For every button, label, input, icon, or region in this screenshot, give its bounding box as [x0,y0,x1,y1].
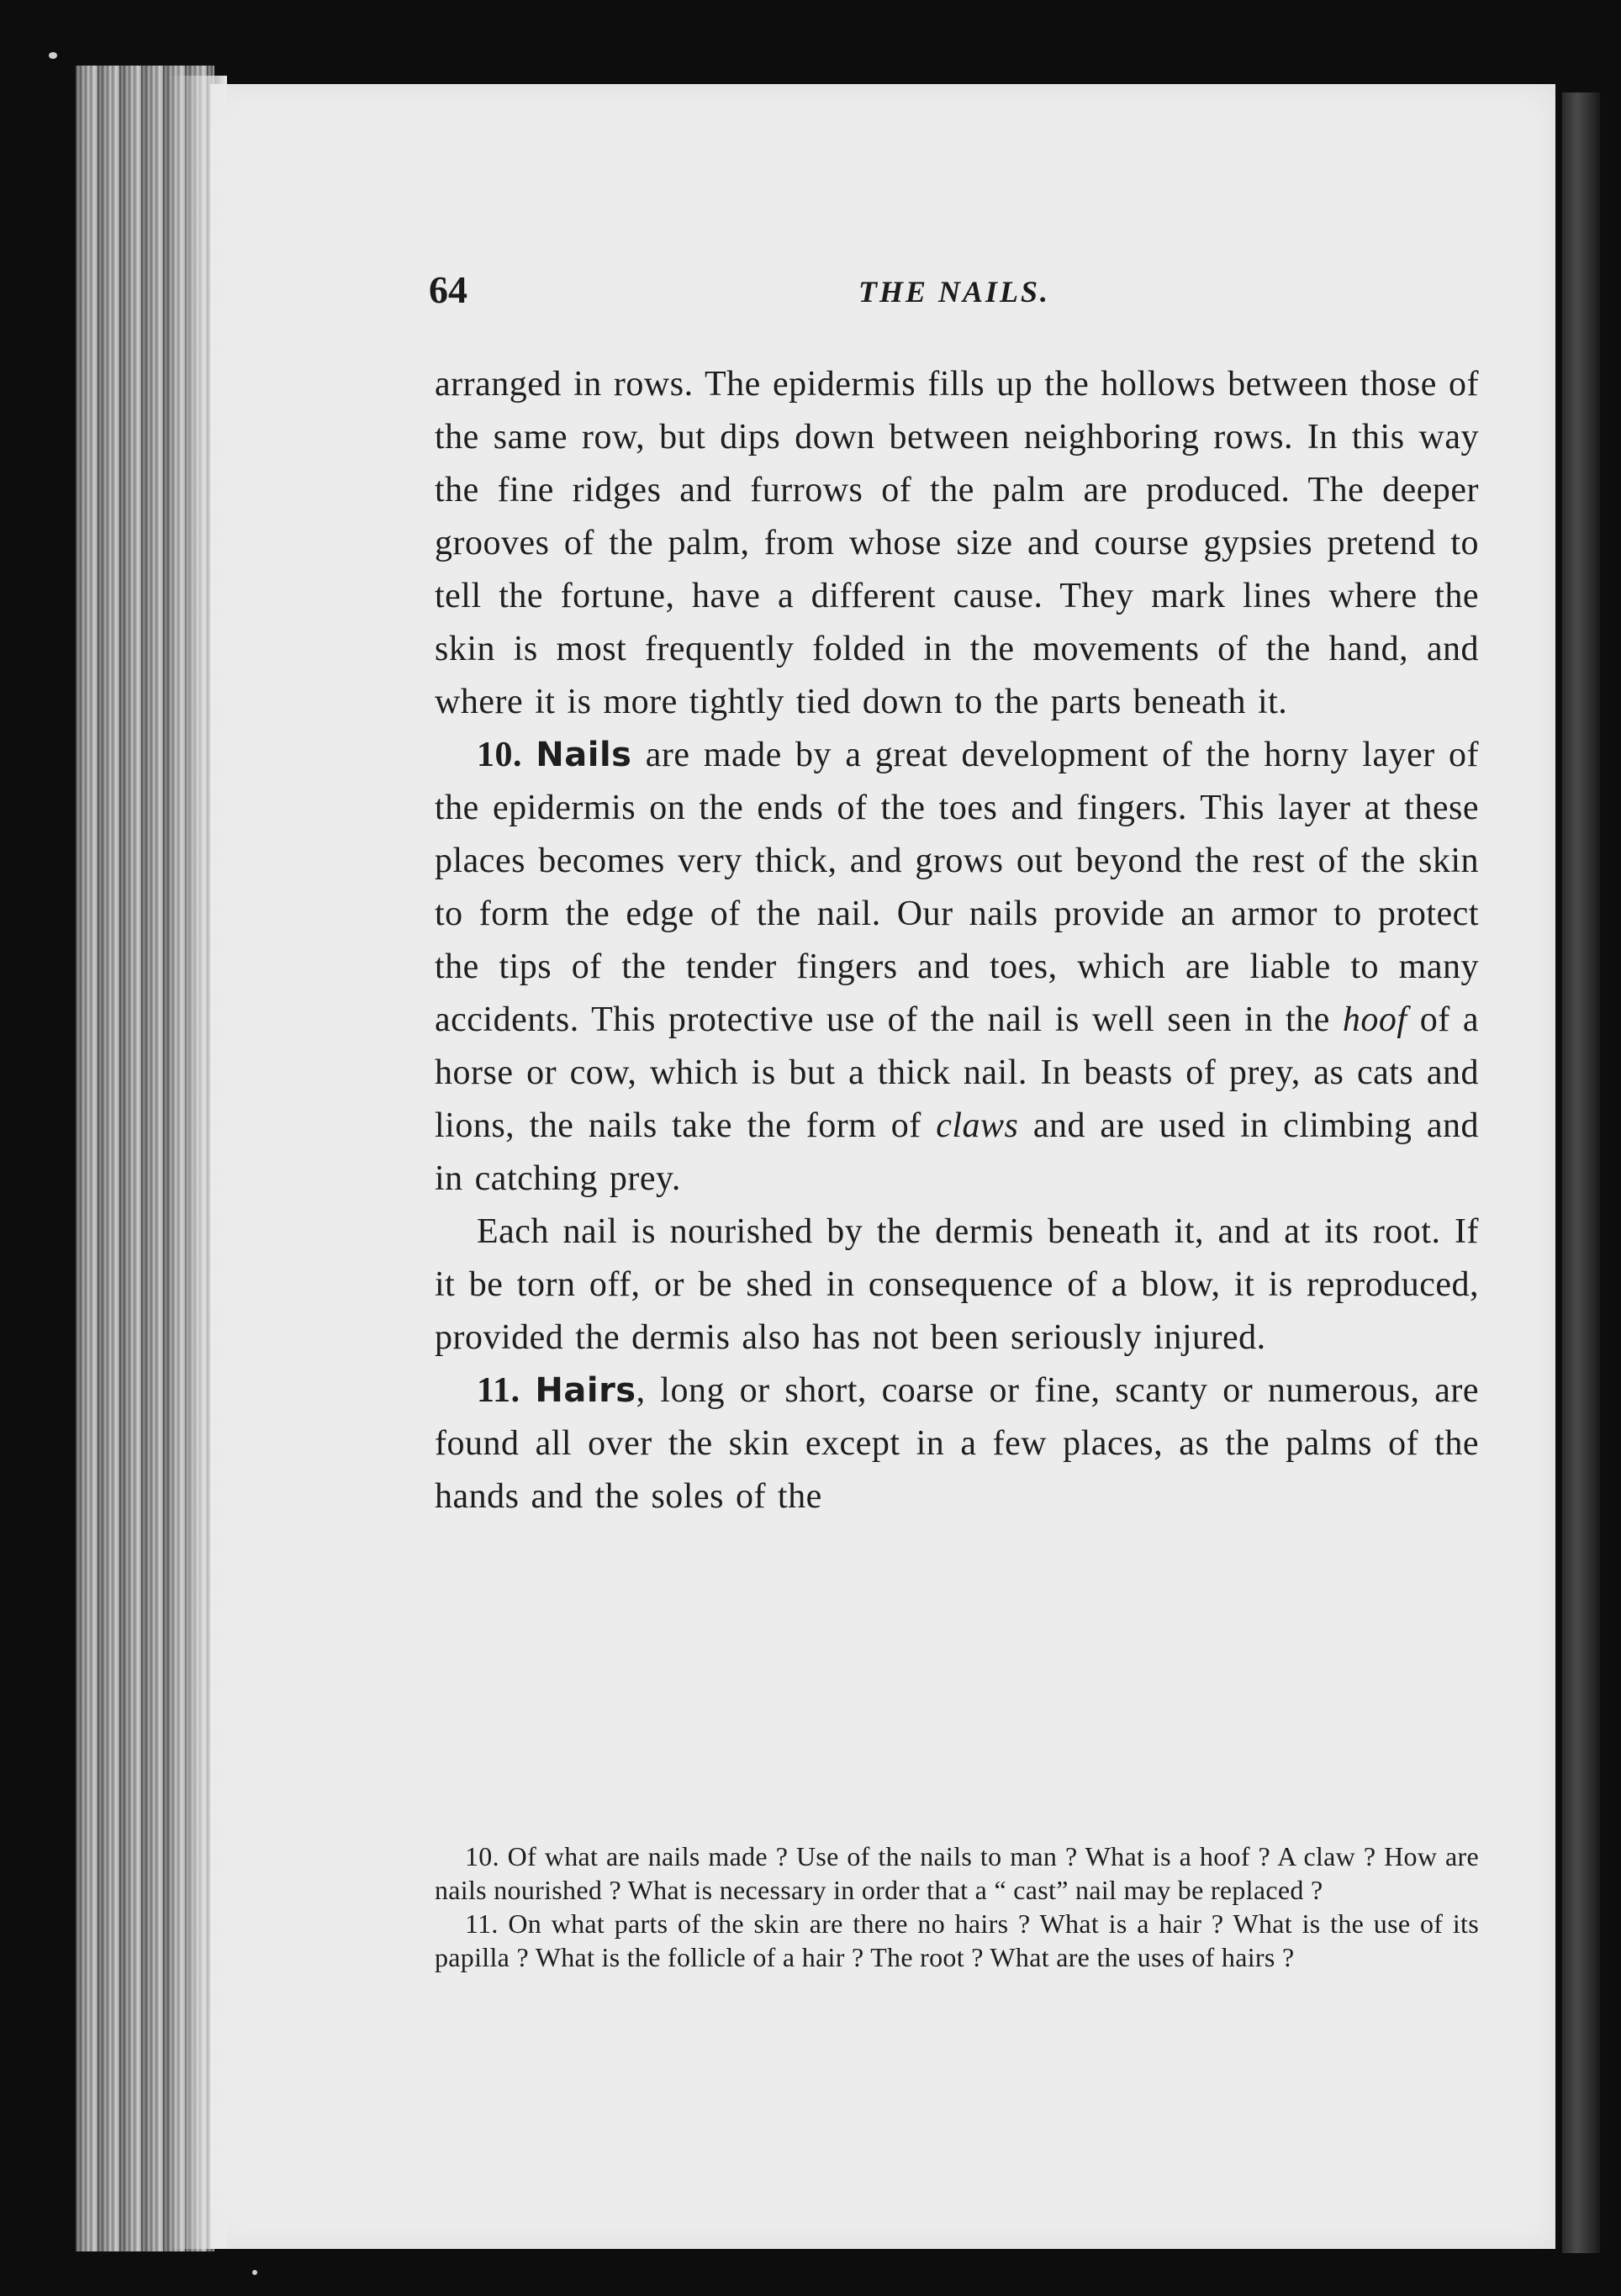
study-questions [435,1839,1479,1974]
paragraph-text: and are used in climbing and in catching prey. [435,1106,1479,1198]
running-title: THE NAILS. [858,275,1051,309]
page-number: 64 [429,268,467,311]
paragraph-hairs [435,1364,1479,1523]
paragraph-nails [435,729,1479,1206]
page-header [429,267,1480,326]
body-text [435,358,1479,1523]
scan-speck [252,2270,257,2275]
paragraph-continuation: arranged in rows. The epidermis fills up the hollows between those of the same row, but dips down between neighboring rows. In this way the fine ridges and furrows of the palm are produced. The deeper grooves of the palm, from whose size and course gypsies pretend to tell the fortune, have a different cause. They mark lines where the skin is most frequently folded in the movements of the hand, and where it is more tightly tied down to the parts beneath it. [435,365,1479,721]
question-block-11: 11. On what parts of the skin are there no hairs ? What is a hair ? What is the use of its papilla ? What is the follicle of a hair ? The root ? What are the uses of hairs ? [435,1908,1479,1972]
page-edge-fade [168,76,227,2249]
question-block-10: 10. Of what are nails made ? Use of the nails to man ? What is a hoof ? A claw ? How are nails nourished ? What is necessary in order that a “ cast” nail may be replaced ? [435,1841,1479,1905]
paragraph-text: of a horse or cow, which is but a thick nail. In beasts of prey, as cats and lions, the nails take the form of [435,1000,1479,1145]
section-number: 11. [477,1371,520,1410]
italic-term: hoof [1342,1000,1407,1039]
paragraph-text: , long or short, coarse or fine, scanty or numerous, are found all over the skin except in a few places, as the palms of the hands and the soles of the [435,1371,1480,1516]
scan-speck [49,52,57,59]
italic-term: claws [936,1106,1019,1145]
section-number: 10. [477,736,522,774]
paragraph-nourishment: Each nail is nourished by the dermis beneath it, and at its root. If it be torn off, or be shed in consequence of a blow, it is reproduced, provided the dermis also has not been seriously injured. [435,1212,1479,1357]
right-page-edge [1562,92,1600,2253]
paragraph-text: are made by a great development of the horny layer of the epidermis on the ends of the toes and fingers. This layer at these places becomes very thick, and grows out beyond the rest of the skin to form the edge of the nail. Our nails provide an armor to protect the tips of the tender fingers and toes, which are liable to many accidents. This protective use of the nail is well seen in the [435,736,1479,1039]
section-heading: Hairs [535,1371,636,1410]
section-heading: Nails [536,736,632,774]
